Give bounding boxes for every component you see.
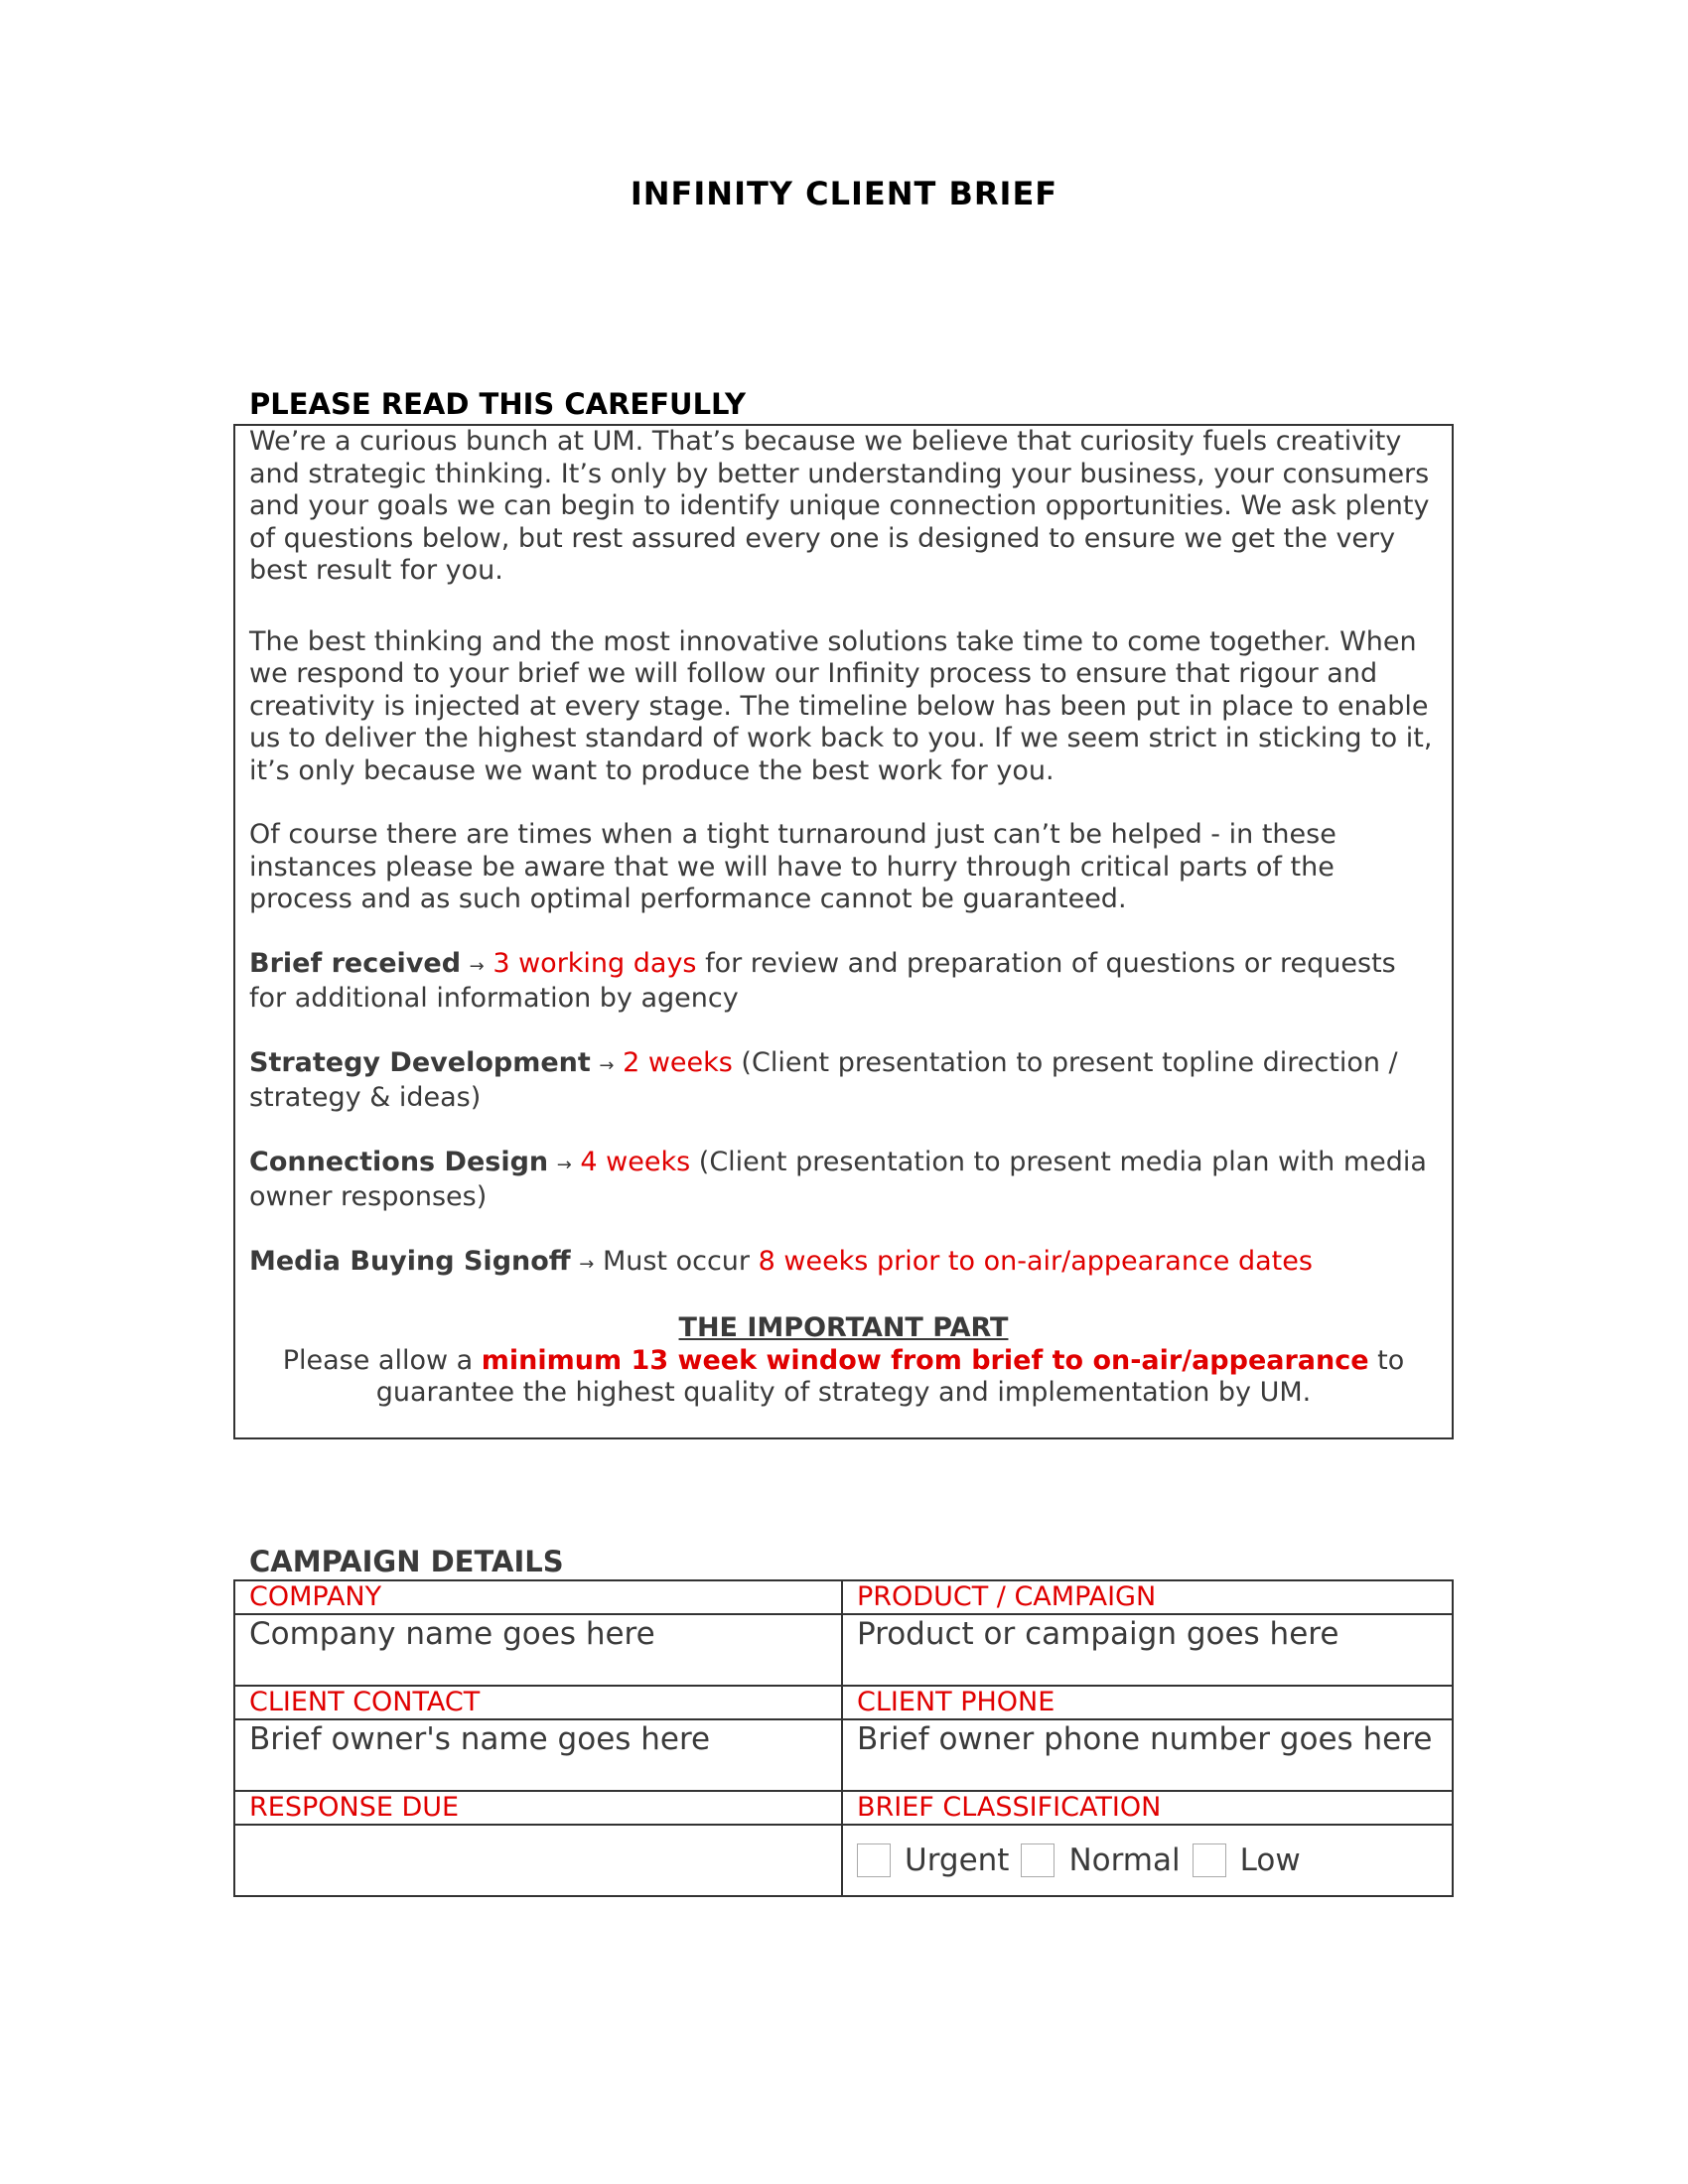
step-duration: 3 working days (492, 947, 697, 979)
arrow-icon: → (599, 1054, 615, 1076)
campaign-details-heading: CAMPAIGN DETAILS (249, 1545, 564, 1578)
step-connections-design (249, 1147, 1438, 1214)
step-brief-received (249, 948, 1438, 1016)
step-detail: (Client presentation to present topline direction / strategy & ideas) (249, 1046, 1398, 1113)
normal-checkbox[interactable] (1021, 1843, 1055, 1877)
client-phone-field[interactable]: Brief owner phone number goes here (842, 1719, 1453, 1791)
normal-option-label: Normal (1068, 1843, 1181, 1878)
client-phone-label: CLIENT PHONE (842, 1686, 1453, 1719)
campaign-details-table (233, 1579, 1454, 1897)
arrow-icon: → (556, 1154, 572, 1175)
important-after: to guarantee the highest quality of strategy and implementation by UM. (375, 1344, 1405, 1408)
low-checkbox[interactable] (1193, 1843, 1226, 1877)
step-strategy-development (249, 1047, 1438, 1115)
arrow-icon: → (579, 1253, 595, 1275)
step-label: Connections Design (249, 1146, 549, 1177)
turnaround-paragraph: Of course there are times when a tight turnaround just can’t be helped - in these instances please be aware that we will have to hurry through critical parts of the process and as such optimal performance cannot be guaranteed. (249, 819, 1336, 914)
step-duration: 2 weeks (623, 1046, 733, 1078)
company-field[interactable]: Company name goes here (234, 1614, 842, 1686)
step-label: Brief received (249, 947, 462, 979)
response-due-label: RESPONSE DUE (234, 1791, 842, 1825)
product-field[interactable]: Product or campaign goes here (842, 1614, 1453, 1686)
important-part (249, 1312, 1438, 1410)
document-title: INFINITY CLIENT BRIEF (630, 175, 1058, 212)
important-highlight: minimum 13 week window from brief to on-air/appearance (481, 1344, 1369, 1376)
step-duration: 8 weeks prior to on-air/appearance dates (758, 1245, 1313, 1277)
low-option-label: Low (1239, 1843, 1301, 1878)
step-label: Media Buying Signoff (249, 1245, 571, 1277)
read-carefully-box (233, 424, 1454, 1439)
step-label: Strategy Development (249, 1046, 591, 1078)
important-text (249, 1345, 1438, 1410)
step-detail: for review and preparation of questions or requests for additional information by agency (249, 947, 1396, 1014)
product-label: PRODUCT / CAMPAIGN (842, 1580, 1453, 1614)
client-contact-label: CLIENT CONTACT (234, 1686, 842, 1719)
intro-paragraph: We’re a curious bunch at UM. That’s because we believe that curiosity fuels creativity and strategic thinking. It’s only by better understanding your business, your consumers and your goals we can begin to identify unique connection opportunities. We ask plenty of questions below, but rest assured every one is designed to ensure we get the very best result for you. (249, 426, 1430, 586)
step-media-buying-signoff (249, 1246, 1438, 1282)
read-carefully-heading: PLEASE READ THIS CAREFULLY (249, 387, 747, 421)
client-contact-field[interactable]: Brief owner's name goes here (234, 1719, 842, 1791)
important-title: THE IMPORTANT PART (678, 1312, 1009, 1343)
step-prefix: Must occur (602, 1245, 759, 1277)
timeline-paragraph: The best thinking and the most innovative solutions take time to come together. When we respond to your brief we will follow our Infinity process to ensure that rigour and creativity is injected at every stage. The timeline below has been put in place to enable us to deliver the highest standard of work back to you. If we seem strict in sticking to it, it’s only because we want to produce the best work for you. (249, 625, 1433, 786)
brief-classification-field (842, 1825, 1453, 1896)
step-duration: 4 weeks (580, 1146, 691, 1177)
urgent-checkbox[interactable] (857, 1843, 891, 1877)
response-due-field[interactable] (234, 1825, 842, 1896)
important-before: Please allow a (282, 1344, 482, 1376)
arrow-icon: → (469, 955, 485, 977)
urgent-option-label: Urgent (905, 1843, 1010, 1878)
brief-classification-label: BRIEF CLASSIFICATION (842, 1791, 1453, 1825)
step-detail: (Client presentation to present media plan with media owner responses) (249, 1146, 1427, 1212)
company-label: COMPANY (234, 1580, 842, 1614)
